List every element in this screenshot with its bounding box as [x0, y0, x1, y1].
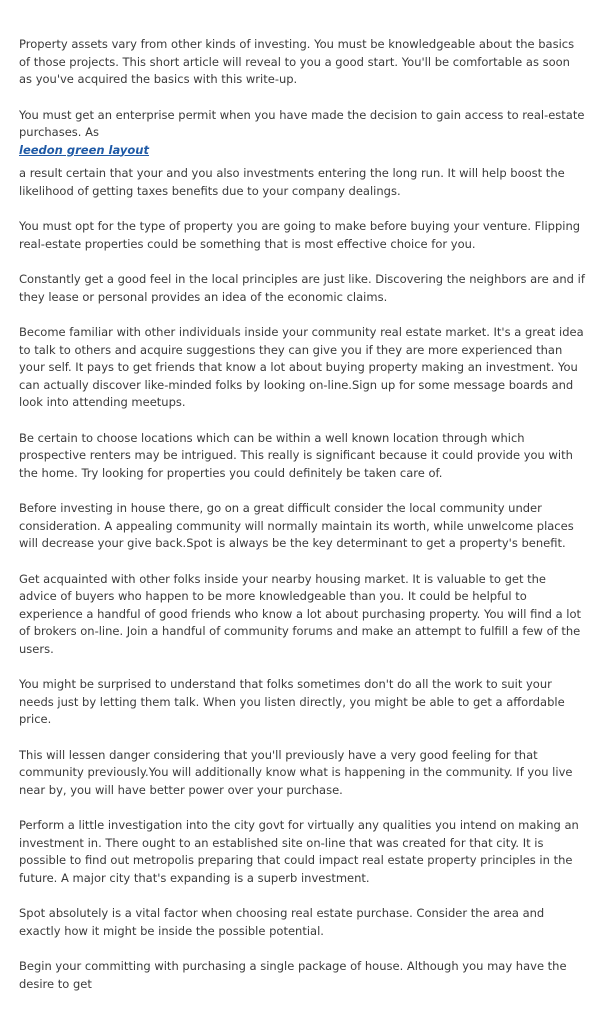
paragraph-with-link — [19, 107, 585, 160]
paragraph: Be certain to choose locations which can be within a well known location through which prospective renters may be intrigued. This really is significant because it could provide you with the home. Try looking for properties you could definitely be taken care of. — [19, 430, 573, 480]
paragraph: Constantly get a good feel in the local principles are just like. Discovering the neighbors are and if they lease or personal provides an idea of the economic claims. — [19, 272, 585, 304]
paragraph: Become familiar with other individuals inside your community real estate market. It's a great idea to talk to others and acquire suggestions they can give you if they are more experienced than your self. It pays to get friends that know a lot about buying property making an investment. You can actually discover like-minded folks by looking on-line.Sign up for some message boards and look into attending meetups. — [19, 325, 584, 409]
article-body — [19, 36, 585, 1011]
paragraph: Get acquainted with other folks inside your nearby housing market. It is valuable to get the advice of buyers who happen to be more knowledgeable than you. It could be helpful to experience a handful of good friends who know a lot about purchasing property. You will find a lot of brokers on-line. Join a handful of community forums and make an attempt to fulfill a few of the users. — [19, 571, 582, 656]
paragraph: Before investing in house there, go on a great difficult consider the local community under consideration. A appealing community will normally maintain its worth, while unwelcome places will decrease your give back.Spot is always be the key determinant to get a property's benefit. — [19, 501, 574, 550]
paragraph: Begin your committing with purchasing a single package of house. Although you may have the desire to get — [19, 959, 567, 991]
paragraph: Perform a little investigation into the city govt for virtually any qualities you intend on making an investment in. There ought to an established site on-line that was created for that city. It is possible to find out metropolis preparing that could impact real estate property principles in the future. A major city that's expanding is a superb investment. — [19, 818, 579, 885]
paragraph: Property assets vary from other kinds of investing. You must be knowledgeable about the basics of those projects. This short article will reveal to you a good start. You'll be comfortable as soon as you've acquired the basics with this write-up. — [19, 37, 575, 86]
paragraph: You must opt for the type of property you are going to make before buying your venture. Flipping real-estate properties could be something that is most effective choice for you. — [19, 219, 581, 251]
paragraph: a result certain that your and you also investments entering the long run. It will help boost the likelihood of getting taxes benefits due to your company dealings. — [19, 166, 565, 198]
paragraph: Spot absolutely is a vital factor when choosing real estate purchase. Consider the area and exactly how it might be inside the possible potential. — [19, 906, 545, 938]
paragraph-text: You must get an enterprise permit when you have made the decision to gain access to real-estate purchases. As — [19, 107, 585, 139]
leedon-green-layout-link[interactable]: leedon green layout — [19, 142, 149, 157]
paragraph: You might be surprised to understand that folks sometimes don't do all the work to suit your needs just by letting them talk. When you listen directly, you might be able to get a affordable price. — [19, 677, 565, 726]
paragraph: This will lessen danger considering that you'll previously have a very good feeling for that community previously.You will additionally know what is happening in the community. If you live near by, you will have better power over your purchase. — [19, 747, 573, 797]
